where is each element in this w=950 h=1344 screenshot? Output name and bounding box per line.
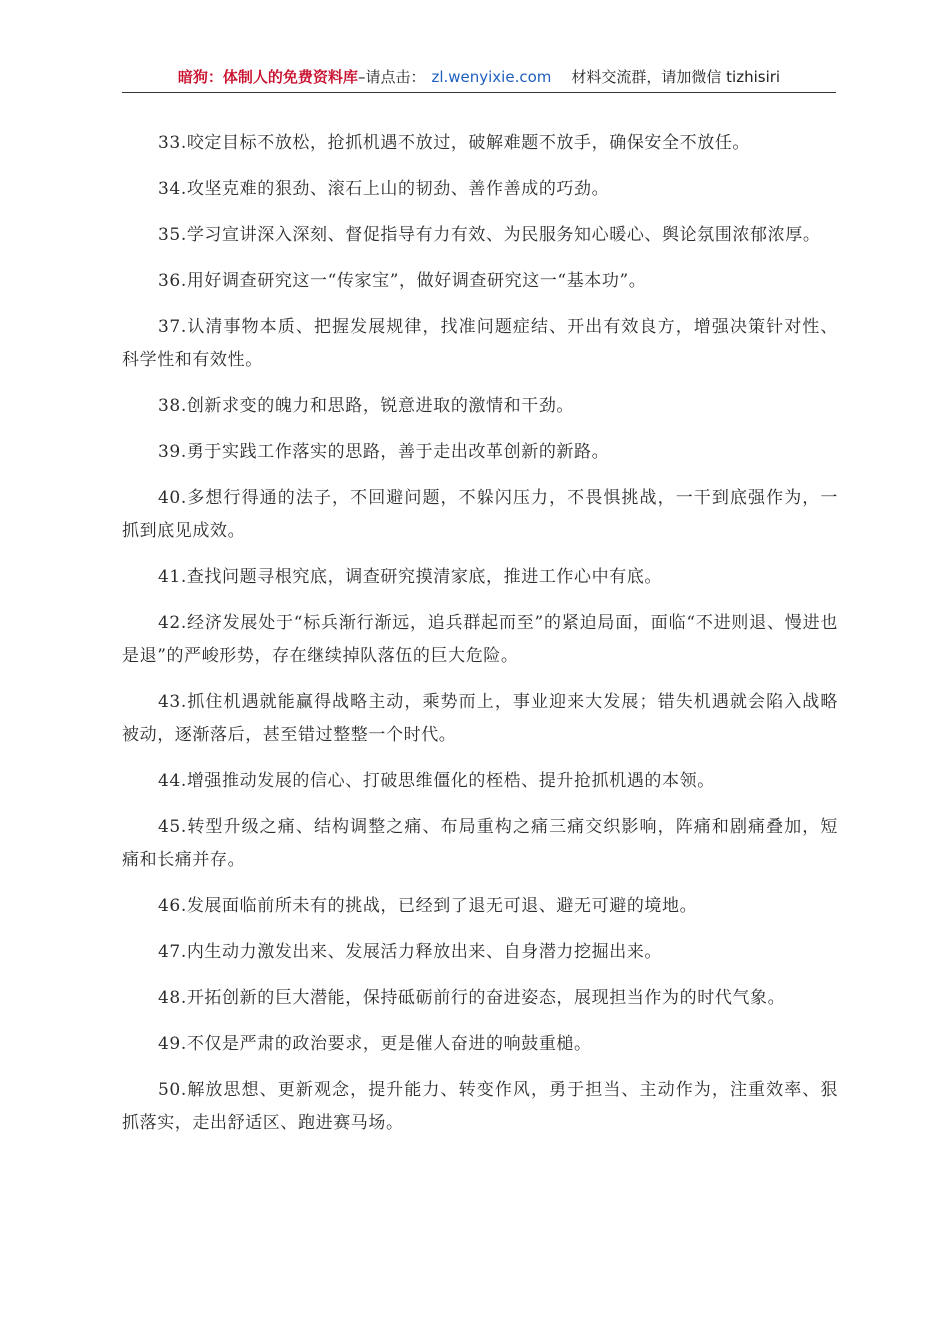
header-link[interactable]: zl.wenyixie.com xyxy=(431,68,552,86)
header-prompt: –请点击： xyxy=(357,68,426,86)
list-item: 46.发展面临前所未有的挑战，已经到了退无可退、避无可避的境地。 xyxy=(158,896,698,916)
list-item: 35.学习宣讲深入深刻、督促指导有力有效、为民服务知心暖心、舆论氛围浓郁浓厚。 xyxy=(158,225,821,245)
list-item: 40.多想行得通的法子，不回避问题，不躲闪压力，不畏惧挑战，一干到底强作为，一抓到底见成效。 xyxy=(122,488,838,541)
list-item: 48.开拓创新的巨大潜能，保持砥砺前行的奋进姿态，展现担当作为的时代气象。 xyxy=(158,988,786,1008)
document-body xyxy=(122,127,838,1153)
list-item: 36.用好调查研究这一“传家宝”，做好调查研究这一“基本功”。 xyxy=(158,271,647,291)
list-item: 49.不仅是严肃的政治要求，更是催人奋进的响鼓重槌。 xyxy=(158,1034,592,1054)
list-item: 50.解放思想、更新观念，提升能力、转变作风，勇于担当、主动作为，注重效率、狠抓落实，走出舒适区、跑进赛马场。 xyxy=(122,1080,838,1133)
list-item: 37.认清事物本质、把握发展规律，找准问题症结、开出有效良方，增强决策针对性、科学性和有效性。 xyxy=(122,317,838,370)
list-item: 45.转型升级之痛、结构调整之痛、布局重构之痛三痛交织影响，阵痛和剧痛叠加，短痛和长痛并存。 xyxy=(122,817,838,870)
list-item: 33.咬定目标不放松，抢抓机遇不放过，破解难题不放手，确保安全不放任。 xyxy=(158,133,751,153)
list-item: 43.抓住机遇就能赢得战略主动，乘势而上，事业迎来大发展；错失机遇就会陷入战略被动，逐渐落后，甚至错过整整一个时代。 xyxy=(122,692,838,745)
page-header xyxy=(122,66,836,93)
header-wechat-note: 材料交流群，请加微信 tizhisiri xyxy=(571,68,781,86)
list-item: 38.创新求变的魄力和思路，锐意进取的激情和干劲。 xyxy=(158,396,575,416)
list-item: 42.经济发展处于“标兵渐行渐远，追兵群起而至”的紧迫局面，面临“不进则退、慢进也是退”的严峻形势，存在继续掉队落伍的巨大危险。 xyxy=(122,613,838,666)
list-item: 47.内生动力激发出来、发展活力释放出来、自身潜力挖掘出来。 xyxy=(158,942,663,962)
list-item: 41.查找问题寻根究底，调查研究摸清家底，推进工作心中有底。 xyxy=(158,567,663,587)
list-item: 39.勇于实践工作落实的思路，善于走出改革创新的新路。 xyxy=(158,442,610,462)
header-brand: 暗狗：体制人的免费资料库 xyxy=(177,68,358,86)
list-item: 34.攻坚克难的狠劲、滚石上山的韧劲、善作善成的巧劲。 xyxy=(158,179,610,199)
list-item: 44.增强推动发展的信心、打破思维僵化的桎梏、提升抢抓机遇的本领。 xyxy=(158,771,715,791)
